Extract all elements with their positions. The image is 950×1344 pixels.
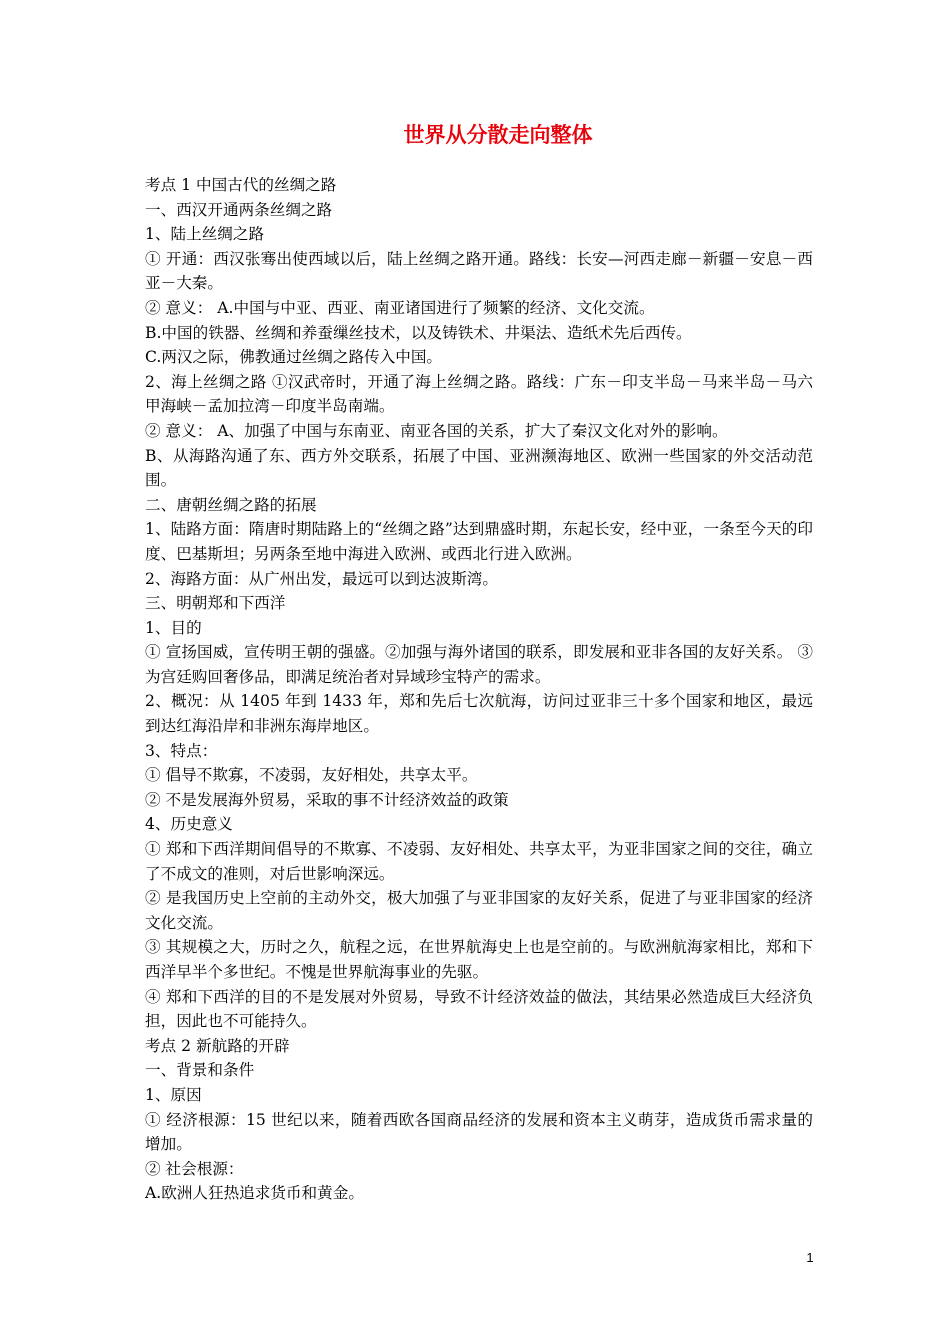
paragraph: B.中国的铁器、丝绸和养蚕缫丝技术，以及铸铁术、井渠法、造纸术先后西传。 — [145, 323, 692, 342]
paragraph: ② 是我国历史上空前的主动外交，极大加强了与亚非国家的友好关系，促进了与亚非国家的经济文化交流。 — [145, 889, 813, 932]
paragraph: 1、目的 — [145, 618, 202, 637]
paragraph: 2、海路方面：从广州出发，最远可以到达波斯湾。 — [145, 569, 498, 588]
paragraph: ② 不是发展海外贸易，采取的事不计经济效益的政策 — [145, 790, 509, 809]
paragraph: ③ 其规模之大，历时之久，航程之远，在世界航海史上也是空前的。与欧洲航海家相比，郑和下西洋早半个多世纪。不愧是世界航海事业的先驱。 — [145, 938, 813, 981]
paragraph: B、从海路沟通了东、西方外交联系，拓展了中国、亚洲濒海地区、欧洲一些国家的外交活动范围。 — [145, 446, 813, 490]
document-body — [145, 173, 813, 1206]
paragraph: ② 意义： A、加强了中国与东南亚、南亚各国的关系，扩大了秦汉文化对外的影响。 — [145, 421, 728, 440]
paragraph: 2、海上丝绸之路 ①汉武帝时，开通了海上丝绸之路。路线：广东－印支半岛－马来半岛－马六甲海峡－孟加拉湾－印度半岛南端。 — [145, 372, 813, 416]
document-title: 世界从分散走向整体 — [403, 123, 593, 147]
paragraph: ② 社会根源： — [145, 1159, 244, 1178]
paragraph: 考点 1 中国古代的丝绸之路 — [145, 176, 337, 194]
paragraph: ① 开通：西汉张骞出使西域以后，陆上丝绸之路开通。路线：长安—河西走廊－新疆－安息－西亚－大秦。 — [145, 249, 813, 293]
paragraph: ① 宣扬国威，宣传明王朝的强盛。②加强与海外诸国的联系，即发展和亚非各国的友好关系。 ③为宫廷购回奢侈品，即满足统治者对异域珍宝特产的需求。 — [145, 643, 813, 686]
paragraph: 2、概况：从 1405 年到 1433 年，郑和先后七次航海，访问过亚非三十多个国家和地区，最远到达红海沿岸和非洲东海岸地区。 — [145, 692, 813, 736]
paragraph: 4、历史意义 — [145, 815, 233, 834]
paragraph: 考点 2 新航路的开辟 — [145, 1036, 290, 1055]
paragraph: ① 倡导不欺寡，不凌弱，友好相处，共享太平。 — [145, 766, 478, 785]
paragraph: ② 意义： A.中国与中亚、西亚、南亚诸国进行了频繁的经济、文化交流。 — [145, 298, 655, 317]
paragraph: 3、特点： — [145, 741, 218, 760]
paragraph: 二、唐朝丝绸之路的拓展 — [145, 495, 317, 514]
paragraph: 1、陆上丝绸之路 — [145, 225, 265, 244]
paragraph: 1、原因 — [145, 1085, 202, 1104]
paragraph: ④ 郑和下西洋的目的不是发展对外贸易，导致不计经济效益的做法，其结果必然造成巨大经济负担，因此也不可能持久。 — [145, 987, 813, 1031]
paragraph: 一、西汉开通两条丝绸之路 — [145, 200, 333, 219]
paragraph: 1、陆路方面：隋唐时期陆路上的“丝绸之路”达到鼎盛时期，东起长安，经中亚，一条至今天的印度、巴基斯坦；另两条至地中海进入欧洲、或西北行进入欧洲。 — [145, 520, 813, 563]
paragraph: A.欧洲人狂热追求货币和黄金。 — [145, 1184, 364, 1203]
page-number: 1 — [806, 1250, 814, 1265]
paragraph: 三、明朝郑和下西洋 — [145, 594, 286, 613]
paragraph: ① 郑和下西洋期间倡导的不欺寡、不凌弱、友好相处、共享太平，为亚非国家之间的交往，确立了不成文的准则，对后世影响深远。 — [145, 840, 813, 883]
paragraph: C.两汉之际，佛教通过丝绸之路传入中国。 — [145, 348, 443, 367]
paragraph: ① 经济根源：15 世纪以来，随着西欧各国商品经济的发展和资本主义萌芽，造成货币需求量的增加。 — [145, 1110, 813, 1154]
paragraph: 一、背景和条件 — [145, 1061, 255, 1080]
